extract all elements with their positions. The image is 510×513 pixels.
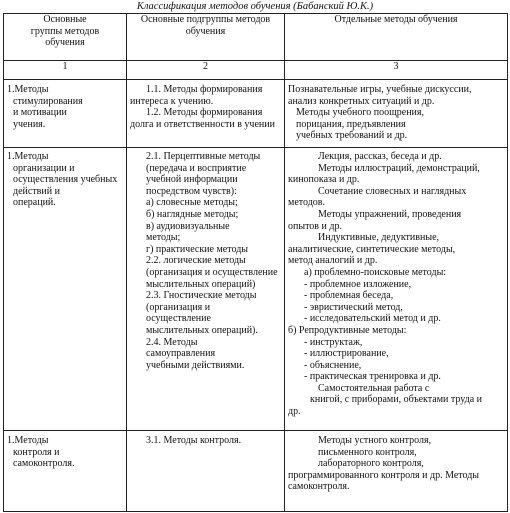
group-cell: 1.Методы стимулирования и мотивации учения.	[4, 80, 127, 148]
group-cell: 1.Методы организации и осуществления учебных действий и операций.	[4, 148, 127, 431]
methods-cell: Методы устного контроля, письменного контроля, лабораторного контроля, программированного контроля и др. Методы самоконтроля.	[285, 431, 508, 512]
column-number: 2	[127, 61, 285, 80]
header-methods: Отдельные методы обучения	[285, 14, 508, 61]
number-row	[4, 61, 508, 80]
methods-cell: Лекция, рассказ, беседа и др. Методы иллюстраций, демонстраций, кинопоказа и др. Сочетание словесных и наглядных методов. Методы упражнений, проведения опытов и др. Индуктивные, дедуктивные, аналитические, синтетические методы, метод аналогий и др. а) проблемно-поисковые методы: - проблемное изложение, - проблемная беседа, - эвристический метод, - исследовательский метод и др. б) Репродуктивные методы: - инструктаж, - иллюстрирование, - объяснение, - практическая тренировка и др. Самостоятельная работа с книгой, с приборами, объектами труда и др.	[285, 148, 508, 431]
subgroup-cell: 2.1. Перцептивные методы (передача и восприятие учебной информации посредством чувств): а) словесные методы; б) наглядные методы; в) аудиовизуальные методы; г) практические методы 2.2. логические методы (организация и осуществление мыслительных операций) 2.3. Гностические методы (организация и осуществление мыслительных операций). 2.4. Методы самоуправления учебными действиями.	[127, 148, 285, 431]
methods-cell: Познавательные игры, учебные дискуссии, анализ конкретных ситуаций и др. Методы учебного поощрения, порицания, предъявления учебных требований и др.	[285, 80, 508, 148]
table-row	[4, 148, 508, 431]
column-number: 3	[285, 61, 508, 80]
column-number: 1	[4, 61, 127, 80]
subgroup-cell: 1.1. Методы формирования интереса к учению. 1.2. Методы формирования долга и ответственности в учении	[127, 80, 285, 148]
header-row	[4, 14, 508, 61]
table-row	[4, 431, 508, 512]
header-groups: Основные группы методов обучения	[4, 14, 127, 61]
classification-table	[3, 13, 508, 512]
table-row	[4, 80, 508, 148]
header-subgroups: Основные подгруппы методов обучения	[127, 14, 285, 61]
table-title: Классификация методов обучения (Бабанский Ю.К.)	[136, 1, 374, 12]
group-cell: 1.Методы контроля и самоконтроля.	[4, 431, 127, 512]
subgroup-cell: 3.1. Методы контроля.	[127, 431, 285, 512]
